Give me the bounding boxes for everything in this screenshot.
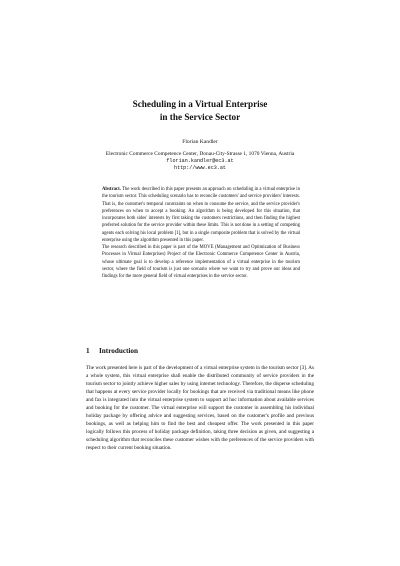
abstract-label: Abstract. [102, 187, 121, 192]
abstract-text: The work described in this paper presents an approach on scheduling in a virtual enterprise in the tourism sector. This scheduling scenario has to reconcile customers' and service providers' interests. That is, the customer's temporal constraints on when to consume the service, and the service provider's preferences on when to accept a booking. An algorithm is being developed for this situation, that incorporates both sides' interests by first taking the customers restrictions, and then finding the highest preferred solution for the service provider within these limits. This is not done in a setting of competing agents each solving his local problem [1], but in a single composite problem that is solved by the virtual enterprise using the algorithm presented in this paper. [102, 187, 300, 243]
section-number: 1 [86, 347, 90, 355]
author-email: florian.kandler@ec3.at [166, 158, 234, 165]
author-name: Florian Kandler [182, 139, 218, 145]
abstract [102, 186, 300, 280]
section-heading [86, 347, 138, 355]
introduction-body [86, 365, 314, 452]
affiliation: Electronic Commerce Competence Center, Donau-City-Strasse 1, 1070 Vienna, Austria [105, 151, 295, 157]
section-title: Introduction [99, 347, 139, 355]
abstract-paragraph-1 [102, 186, 300, 244]
title-line-2: in the Service Sector [159, 111, 241, 122]
author-affiliation-block [40, 151, 360, 173]
abstract-paragraph-2: The research described in this paper is part of the MOVE (Management and Optimization of Business Processes in Virtual Enterprises) Project of the Electronic Commerce Competence Center in Austria, whose ultimate goal is to develop a reference implementation of a virtual enterprise in the tourism sector, where the field of tourism is just one scenario where we want to try and prove our ideas and findings for the more general field of virtual enterprises in the service sector. [102, 245, 300, 279]
author-website: http://www.ec3.at [174, 165, 226, 172]
paper-title [60, 98, 340, 123]
title-line-1: Scheduling in a Virtual Enterprise [132, 99, 268, 109]
intro-paragraph: The work presented here is part of the development of a virtual enterprise system in the tourism sector [3]. As a whole system, this virtual enterprise shall enable the distributed community of service providers in the tourism sector to jointly achieve higher sales by using internet technology. Therefore, the disperse scheduling that happens at every service provider locally for bookings that are received via traditional means like phone and fax is integrated into the virtual enterprise system to support ad hoc information about available services and booking for the customer. The virtual enterprise will support the customer in assembling his individual holiday package by offering advice and suggesting services, based on the customer's profile and previous bookings, as well as helping him to find the best and cheapest offer. The work presented in this paper logically follows this process of holiday package definition, taking three decision as given, and suggesting a scheduling algorithm that reconciles these customer wishes with the preferences of the service providers with respect to their current booking situation. [86, 365, 314, 451]
